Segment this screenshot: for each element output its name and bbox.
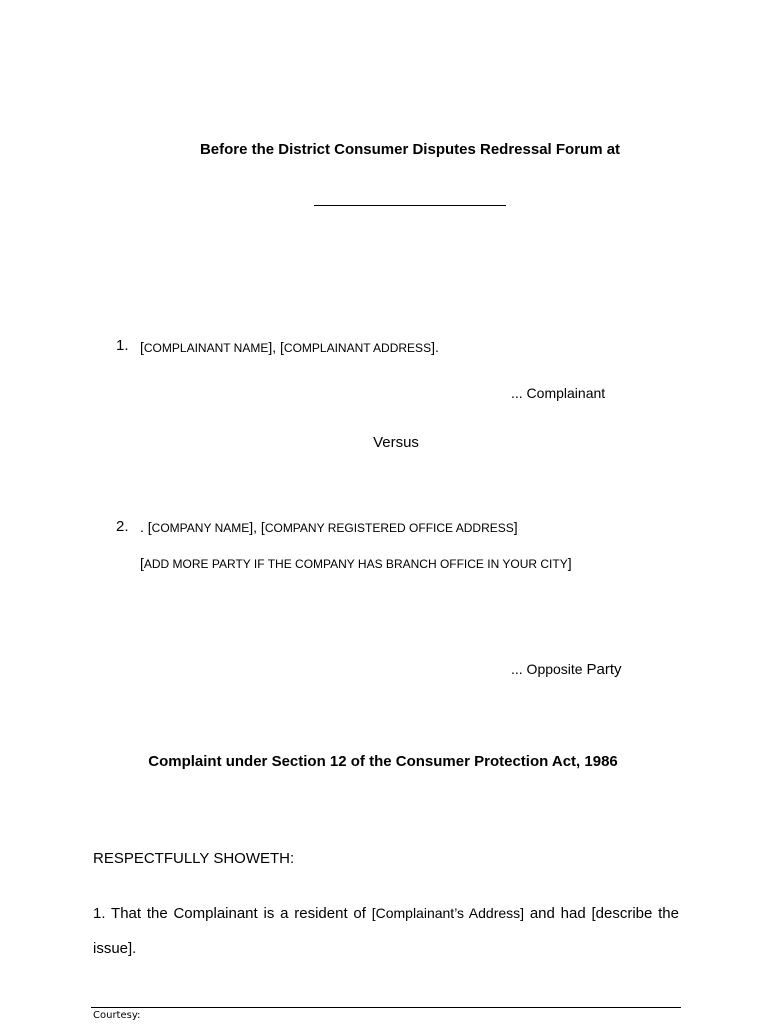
complainant-name-placeholder: COMPLAINANT NAME <box>143 341 269 355</box>
add-more-party-note: [ADD MORE PARTY IF THE COMPANY HAS BRANCH OFFICE IN YOUR CITY] <box>140 555 572 571</box>
respectfully-showeth: RESPECTFULLY SHOWETH: <box>93 850 295 867</box>
company-name-placeholder: COMPANY NAME <box>151 521 250 535</box>
role-complainant: ... Complainant <box>511 385 606 401</box>
document-title: Before the District Consumer Disputes Redressal Forum at <box>199 141 621 158</box>
forum-location-blank <box>314 205 506 206</box>
party-number: 1. <box>116 337 129 354</box>
paragraph-1: 1. That the Complainant is a resident of [Complainant’s Address] and had [describe the issue]. <box>93 905 679 957</box>
party-complainant-text: [COMPLAINANT NAME], [COMPLAINANT ADDRESS]. <box>140 339 439 355</box>
company-address-placeholder: COMPANY REGISTERED OFFICE ADDRESS <box>264 521 514 535</box>
party-opposite <box>116 518 518 536</box>
role-opposite-party: ... Opposite Party <box>511 661 622 678</box>
versus-label: Versus <box>373 434 419 451</box>
complainant-address-placeholder: COMPLAINANT ADDRESS <box>283 341 432 355</box>
footer-courtesy: Courtesy: <box>93 1010 141 1021</box>
party-number: 2. <box>116 518 129 535</box>
complaint-heading: Complaint under Section 12 of the Consumer Protection Act, 1986 <box>148 753 618 770</box>
party-complainant <box>116 337 439 355</box>
complainant-address-inline: [Complainant’s Address] <box>371 905 525 921</box>
party-opposite-text: . [COMPANY NAME], [COMPANY REGISTERED OFFICE ADDRESS] <box>140 519 518 535</box>
footer-divider <box>91 1007 681 1008</box>
